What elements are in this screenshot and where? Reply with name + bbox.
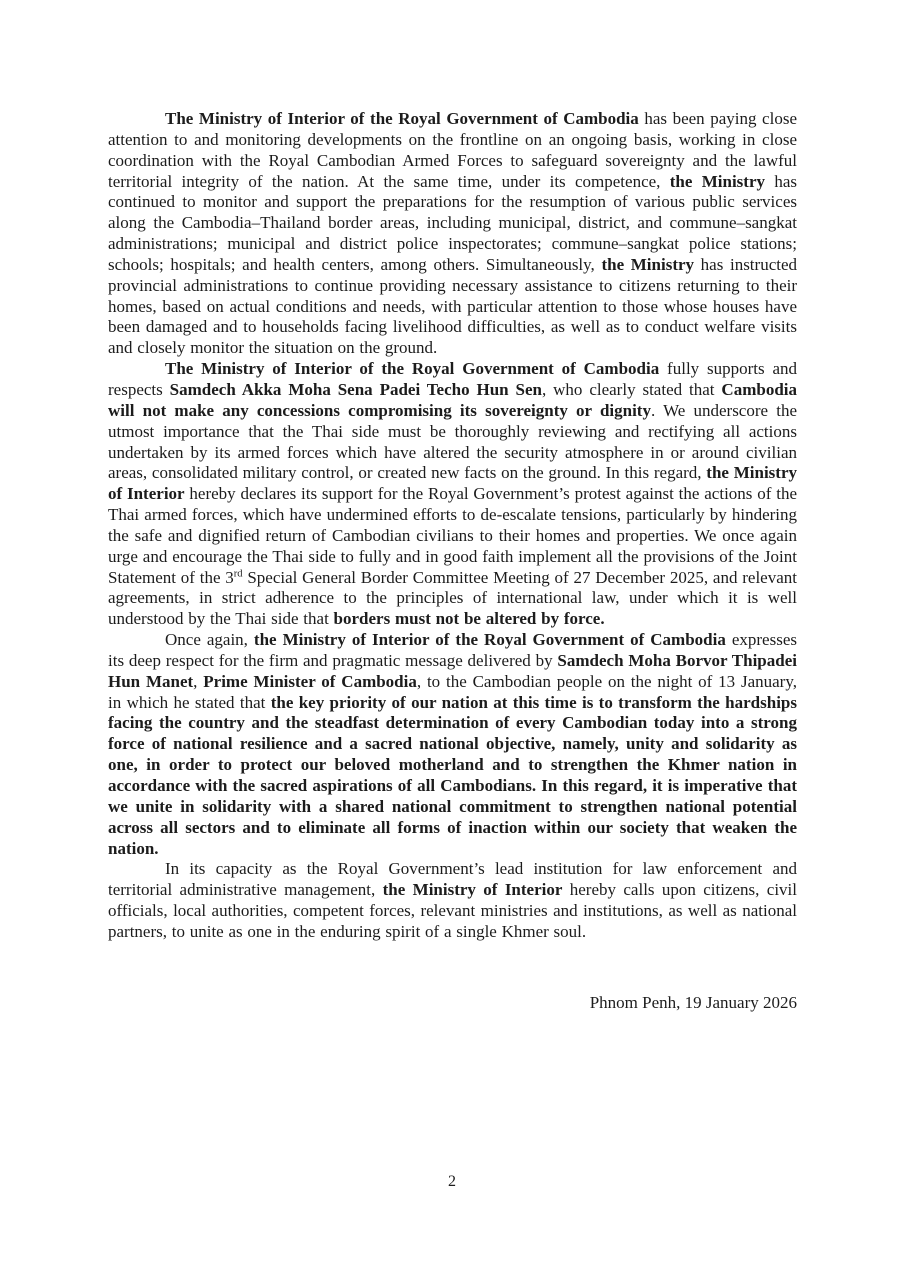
text-run: the Ministry of Interior of the Royal Government of Cambodia (253, 630, 726, 650)
text-run: Samdech Akka Moha Sena Padei Techo Hun Sen (169, 379, 542, 399)
text-run: Once again, (165, 630, 254, 650)
text-run: rd (233, 567, 243, 579)
text-run: The Ministry of Interior of the Royal Government of Cambodia (165, 109, 639, 128)
text-run: Prime Minister of Cambodia (203, 671, 417, 691)
paragraph (108, 630, 797, 859)
paragraph (108, 859, 797, 942)
text-run: In its capacity as the Royal Government’s lead institution for law enforcement and territorial administrative management, (108, 859, 797, 900)
paragraph (108, 109, 797, 359)
text-run: Samdech Moha Borvor Thipadei Hun Manet (108, 650, 797, 691)
text-run: has continued to monitor and support the preparations for the resumption of various public services along the Cambodia–Thailand border areas, including municipal, district, and commune–sangkat administrations; municipal and district police inspectorates; commune–sangkat police stations; schools; hospitals; and health centers, among others. Simultaneously, (108, 171, 797, 274)
text-run: , (193, 671, 204, 691)
text-run: the Ministry (601, 254, 695, 274)
text-run: has been paying close attention to and monitoring developments on the frontline on an ongoing basis, working in close coordination with the Royal Cambodian Armed Forces to safeguard sovereignty and the lawful territorial integrity of the nation. At the same time, under its competence, (108, 109, 797, 191)
text-run: Special General Border Committee Meeting of 27 December 2025, and relevant agreements, in strict adherence to the principles of international law, under which it is well understood by the Thai side that (108, 567, 797, 629)
text-run: hereby declares its support for the Royal Government’s protest against the actions of the Thai armed forces, which have undermined efforts to de-escalate tensions, particularly by hindering the safe and dignified return of Cambodian civilians to their homes and properties. We once again urge and encourage the Thai side to fully and in good faith implement all the provisions of the Joint Statement of the 3 (108, 484, 797, 587)
text-run: the Ministry (669, 171, 766, 191)
text-run: the key priority of our nation at this time is to transform the hardships facing the country and the steadfast determination of every Cambodian today into a strong force of national resilience and a sacred national objective, namely, unity and solidarity as one, in order to protect our beloved motherland and to strengthen the Khmer nation in accordance with the sacred aspirations of all Cambodians. In this regard, it is imperative that we unite in solidarity with a shared national commitment to strengthen national potential across all sectors and to eliminate all forms of inaction within our society that weaken the nation. (108, 692, 797, 858)
text-run: fully supports and respects (108, 359, 797, 399)
text-run: . We underscore the utmost importance that the Thai side must be thoroughly reviewing and rectifying all actions undertaken by its armed forces which have altered the security atmosphere in or around civilian areas, consolidated military control, or created new facts on the ground. In this regard, (108, 400, 797, 483)
text-run: , to the Cambodian people on the night of 13 January, in which he stated that (108, 671, 797, 712)
text-run: expresses its deep respect for the firm and pragmatic message delivered by (108, 630, 797, 670)
document-body (108, 109, 797, 1014)
dateline: Phnom Penh, 19 January 2026 (589, 992, 797, 1012)
text-run: hereby calls upon citizens, civil officials, local authorities, competent forces, relevant ministries and institutions, as well as national partners, to unite as one in the enduring spirit of a single Khmer soul. (108, 880, 798, 941)
text-run: Cambodia will not make any concessions compromising its sovereignty or dignity (108, 379, 797, 420)
text-run: the Ministry of Interior (382, 880, 563, 900)
page-number: 2 (448, 1173, 456, 1190)
text-run: The Ministry of Interior of the Royal Government of Cambodia (165, 359, 660, 379)
text-run: the Ministry of Interior (108, 463, 797, 504)
text-run: has instructed provincial administrations to continue providing necessary assistance to citizens returning to their homes, based on actual conditions and needs, with particular attention to those whose houses have been damaged and to households facing livelihood difficulties, as well as to conduct welfare visits and closely monitor the situation on the ground. (108, 254, 798, 358)
text-run: , who clearly stated that (542, 379, 722, 399)
paragraph (108, 359, 797, 630)
text-run: borders must not be altered by force. (333, 609, 605, 629)
